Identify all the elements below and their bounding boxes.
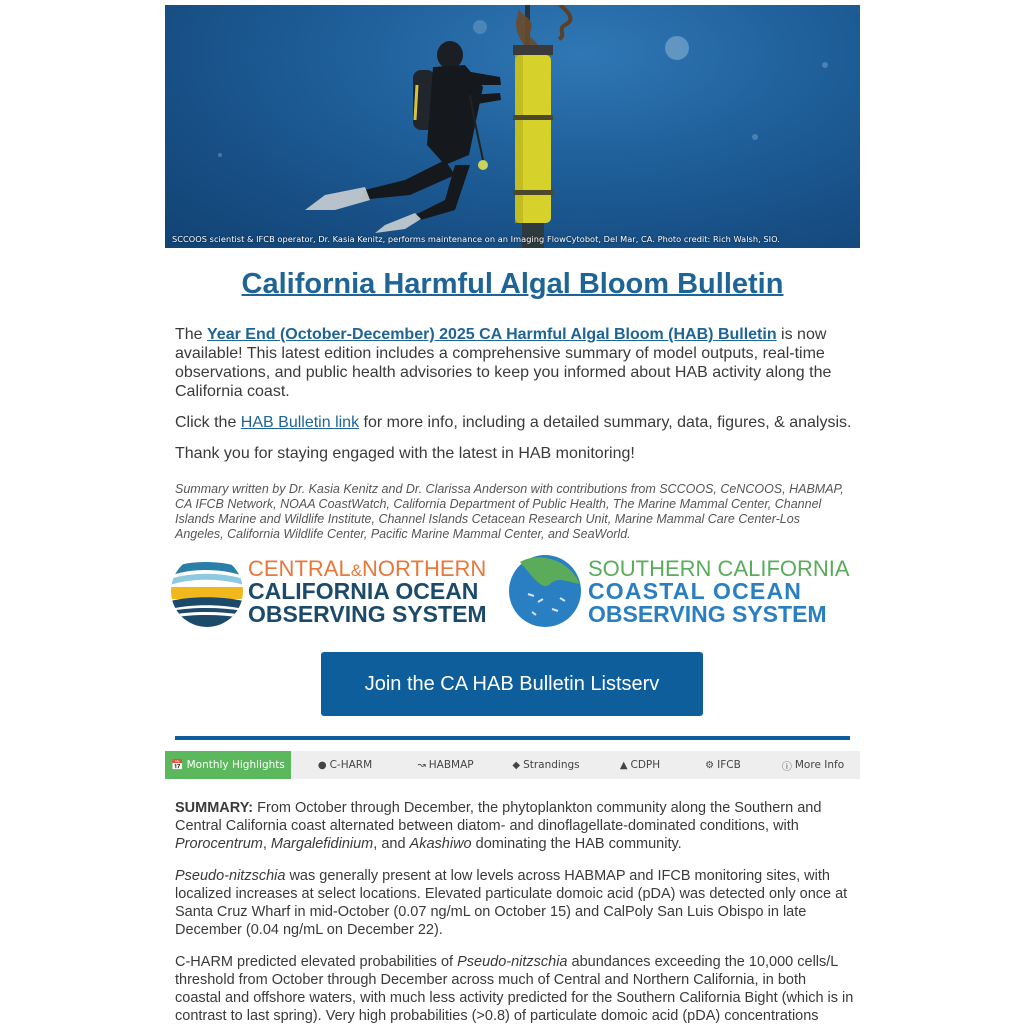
cencoos-ampersand: & [350, 561, 363, 580]
instrument-cap [513, 45, 553, 55]
cencoos-line2: CALIFORNIA OCEAN [248, 578, 479, 604]
cencoos-central: CENTRAL [248, 556, 351, 581]
separator: , and [373, 836, 410, 852]
hab-bulletin-link[interactable]: HAB Bulletin link [240, 414, 360, 431]
tab-ifcb[interactable] [680, 751, 766, 779]
summary-paragraph [175, 799, 855, 853]
section-divider [175, 736, 850, 740]
genus-name: Prorocentrum [175, 836, 263, 852]
tab-more-info[interactable] [766, 751, 860, 779]
paragraph-text: was generally present at low levels across HABMAP and IFCB monitoring sites, with localized increases at select locations. Elevated particulate domoic acid (pDA) was detected only once at Santa Cruz Wharf in mid-October (0.07 ng/mL on October 15) and CalPoly San Luis Obispo in late December (0.04 ng/mL on December 22). [175, 868, 848, 938]
droplet-icon: ● [317, 759, 327, 771]
click-prefix: Click the [175, 414, 241, 431]
cencoos-northern: NORTHERN [362, 556, 487, 581]
click-suffix: for more info, including a detailed summary, data, figures, & analysis. [359, 414, 852, 431]
tab-label: IFCB [717, 759, 741, 771]
sccoos-emblem-icon [508, 554, 582, 628]
tab-c-harm[interactable] [291, 751, 399, 779]
summary-label: SUMMARY: [175, 800, 254, 816]
intro-prefix: The [175, 326, 208, 343]
bubble [822, 62, 828, 68]
chart-icon: ↝ [417, 759, 426, 771]
microscope-icon: ⚙ [705, 759, 715, 771]
paragraph-text: C-HARM predicted elevated probabilities of [175, 954, 458, 970]
summary-text: From October through December, the phytoplankton community along the Southern and Central California coast alternated between diatom- and dinoflagellate-dominated conditions, with [175, 800, 822, 834]
pseudo-nitzschia-paragraph [175, 867, 855, 939]
warning-icon: ▲ [619, 759, 628, 771]
thank-you-paragraph: Thank you for staying engaged with the latest in HAB monitoring! [175, 445, 635, 462]
tab-label: HABMAP [428, 759, 474, 771]
c-harm-paragraph [175, 953, 855, 1024]
join-listserv-button[interactable]: Join the CA HAB Bulletin Listserv [321, 652, 703, 716]
hero-underwater-illustration [165, 5, 860, 248]
sccoos-line2: COASTAL OCEAN [588, 578, 803, 604]
genus-name: Akashiwo [409, 836, 472, 852]
separator: , [262, 836, 271, 852]
instrument-band [513, 115, 553, 120]
tab-strandings[interactable] [492, 751, 600, 779]
click-paragraph [175, 413, 855, 432]
bulletin-title-link[interactable]: California Harmful Algal Bloom Bulletin [241, 268, 784, 300]
bubble [665, 36, 689, 60]
bubble [218, 153, 222, 157]
genus-name: Pseudo-nitzschia [175, 868, 286, 884]
bubble [473, 20, 487, 34]
calendar-icon: 📅 [171, 759, 184, 771]
cencoos-line3: OBSERVING SYSTEM [248, 601, 487, 627]
cencoos-emblem-icon [170, 554, 244, 628]
bubble [752, 134, 758, 140]
summary-text: dominating the HAB community. [471, 836, 682, 852]
tab-label: Strandings [523, 759, 580, 771]
fish-icon: ◆ [512, 759, 521, 771]
scuba-diver [305, 41, 501, 233]
info-icon: ⓘ [781, 761, 792, 773]
genus-name: Pseudo-nitzschia [457, 954, 568, 970]
hero-photo [165, 5, 860, 248]
tab-label: C-HARM [329, 759, 373, 771]
tab-label: CDPH [630, 759, 661, 771]
photo-caption: SCCOOS scientist & IFCB operator, Dr. Kasia Kenitz, performs maintenance on an Imaging FlowCytobot, Del Mar, CA. Photo credit: Rich Walsh, SIO. [172, 234, 780, 244]
tab-monthly-highlights[interactable] [165, 751, 291, 779]
genus-name: Margalefidinium [270, 836, 374, 852]
tab-label: More Info [794, 759, 845, 771]
paragraph-text: abundances exceeding the 10,000 cells/L threshold from October through December across much of Central and Northern California, in both coastal and offshore waters, with much less activity predicted for the Southern California Bight (which is in contrast to last spring). Very high probabilities (>0.8) of particulate domoic acid (pDA) concentrations [175, 954, 854, 1024]
intro-suffix: is now available! This latest edition includes a comprehensive summary of model outputs, real-time observations, and public health advisories to keep you informed about HAB activity along the California coast. [175, 326, 832, 400]
partner-logos [168, 552, 858, 630]
instrument-band [513, 190, 553, 195]
instrument-shade [515, 55, 523, 223]
bulletin-pdf-link[interactable]: Year End (October-December) 2025 CA Harmful Algal Bloom (HAB) Bulletin [207, 326, 777, 343]
bulletin-tab-bar [165, 751, 860, 779]
tab-cdph[interactable] [600, 751, 680, 779]
sccoos-line1: SOUTHERN CALIFORNIA [588, 556, 850, 581]
tab-label: Monthly Highlights [186, 759, 285, 771]
credits-paragraph: Summary written by Dr. Kasia Kenitz and Dr. Clarissa Anderson with contributions from SCCOOS, CeNCOOS, HABMAP, CA IFCB Network, NOAA CoastWatch, California Department of Public Health, The Marine Mammal Center, Channel Islands Marine and Wildlife Institute, Channel Islands Cetacean Research Unit, Marine Mammal Care Center-Los Angeles, California Wildlife Center, Pacific Marine Mammal Center, and SeaWorld. [175, 482, 844, 541]
kelp [559, 5, 570, 39]
tab-habmap[interactable] [399, 751, 492, 779]
sccoos-line3: OBSERVING SYSTEM [588, 601, 827, 627]
intro-paragraph [175, 325, 855, 401]
